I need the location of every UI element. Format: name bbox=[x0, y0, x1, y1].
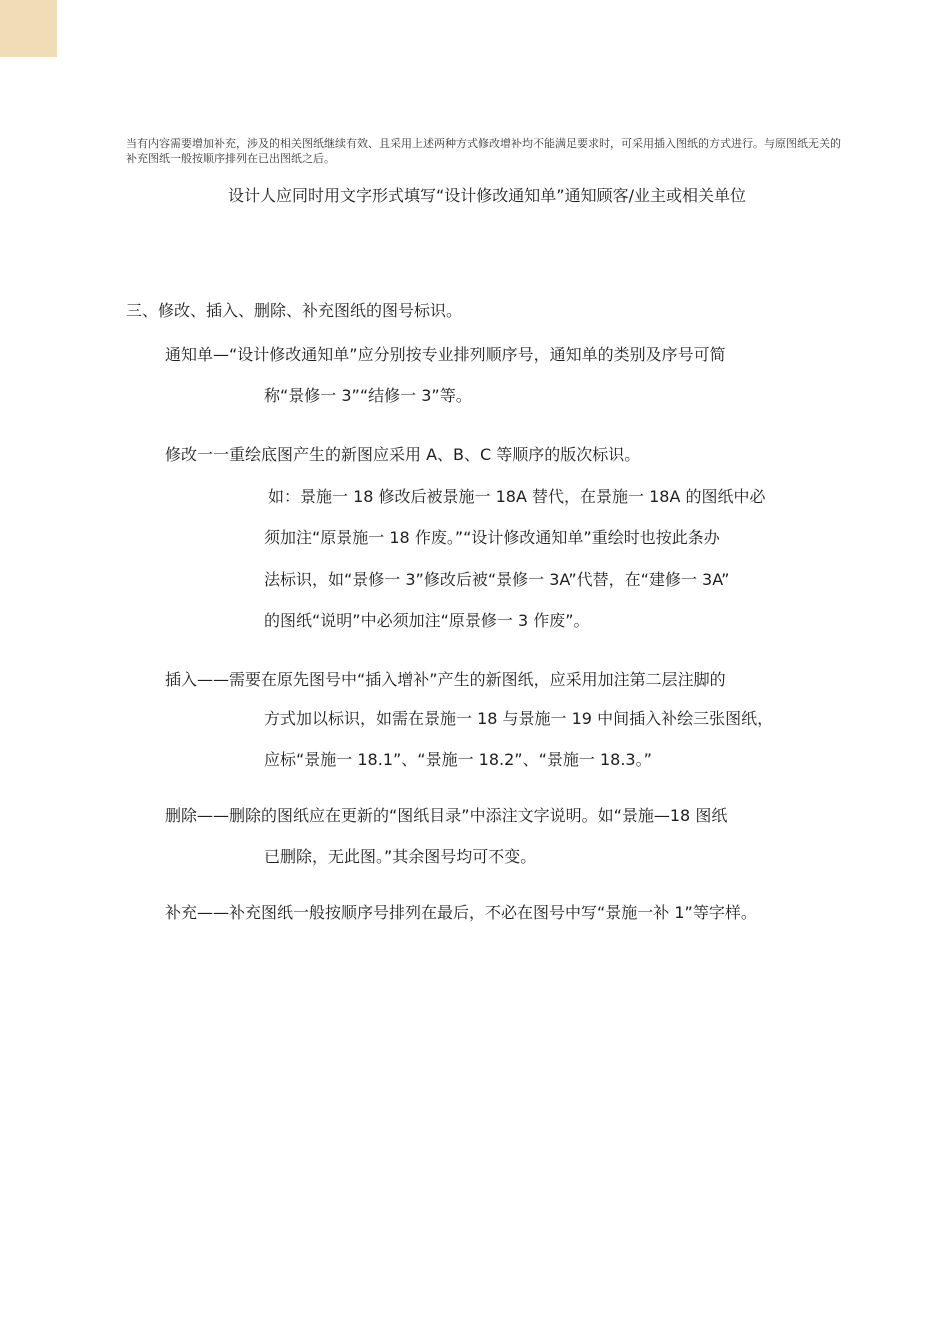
corner-tab-decoration bbox=[0, 0, 57, 57]
modify-rule-line-2: 如：景施一 18 修改后被景施一 18A 替代，在景施一 18A 的图纸中必 bbox=[268, 487, 766, 506]
notice-rule-line-1: 通知单—“设计修改通知单”应分别按专业排列顺序号，通知单的类别及序号可简 bbox=[165, 345, 726, 364]
modify-rule-line-3: 须加注“原景施一 18 作废。”“设计修改通知单”重绘时也按此条办 bbox=[264, 528, 720, 547]
intro-small-paragraph: 当有内容需要增加补充，涉及的相关图纸继续有效、且采用上述两种方式修改增补均不能满足要求时，可采用插入图纸的方式进行。与原图纸无关的补充图纸一般按顺序排列在已出图纸之后。 bbox=[126, 137, 841, 165]
designer-notice-line: 设计人应同时用文字形式填写“设计修改通知单”通知顾客/业主或相关单位 bbox=[228, 186, 746, 205]
delete-rule-line-1: 删除——删除的图纸应在更新的“图纸目录”中添注文字说明。如“景施—18 图纸 bbox=[165, 806, 728, 825]
section-heading: 三、修改、插入、删除、补充图纸的图号标识。 bbox=[126, 301, 463, 320]
insert-rule-line-3: 应标“景施一 18.1”、“景施一 18.2”、“景施一 18.3。” bbox=[264, 750, 652, 769]
modify-rule-line-4: 法标识，如“景修一 3”修改后被“景修一 3A”代替，在“建修一 3A” bbox=[264, 570, 730, 589]
modify-rule-line-5: 的图纸“说明”中必须加注“原景修一 3 作废”。 bbox=[264, 611, 590, 630]
modify-rule-line-1: 修改一一重绘底图产生的新图应采用 A、B、C 等顺序的版次标识。 bbox=[165, 445, 641, 464]
supplement-rule-line: 补充——补充图纸一般按顺序号排列在最后，不必在图号中写“景施一补 1”等字样。 bbox=[165, 903, 757, 922]
delete-rule-line-2: 已删除，无此图。”其余图号均可不变。 bbox=[264, 847, 537, 866]
insert-rule-line-2: 方式加以标识，如需在景施一 18 与景施一 19 中间插入补绘三张图纸， bbox=[264, 709, 774, 728]
notice-rule-line-2: 称“景修一 3”“结修一 3”等。 bbox=[264, 386, 472, 405]
insert-rule-line-1: 插入——需要在原先图号中“插入增补”产生的新图纸，应采用加注第二层注脚的 bbox=[165, 670, 726, 689]
